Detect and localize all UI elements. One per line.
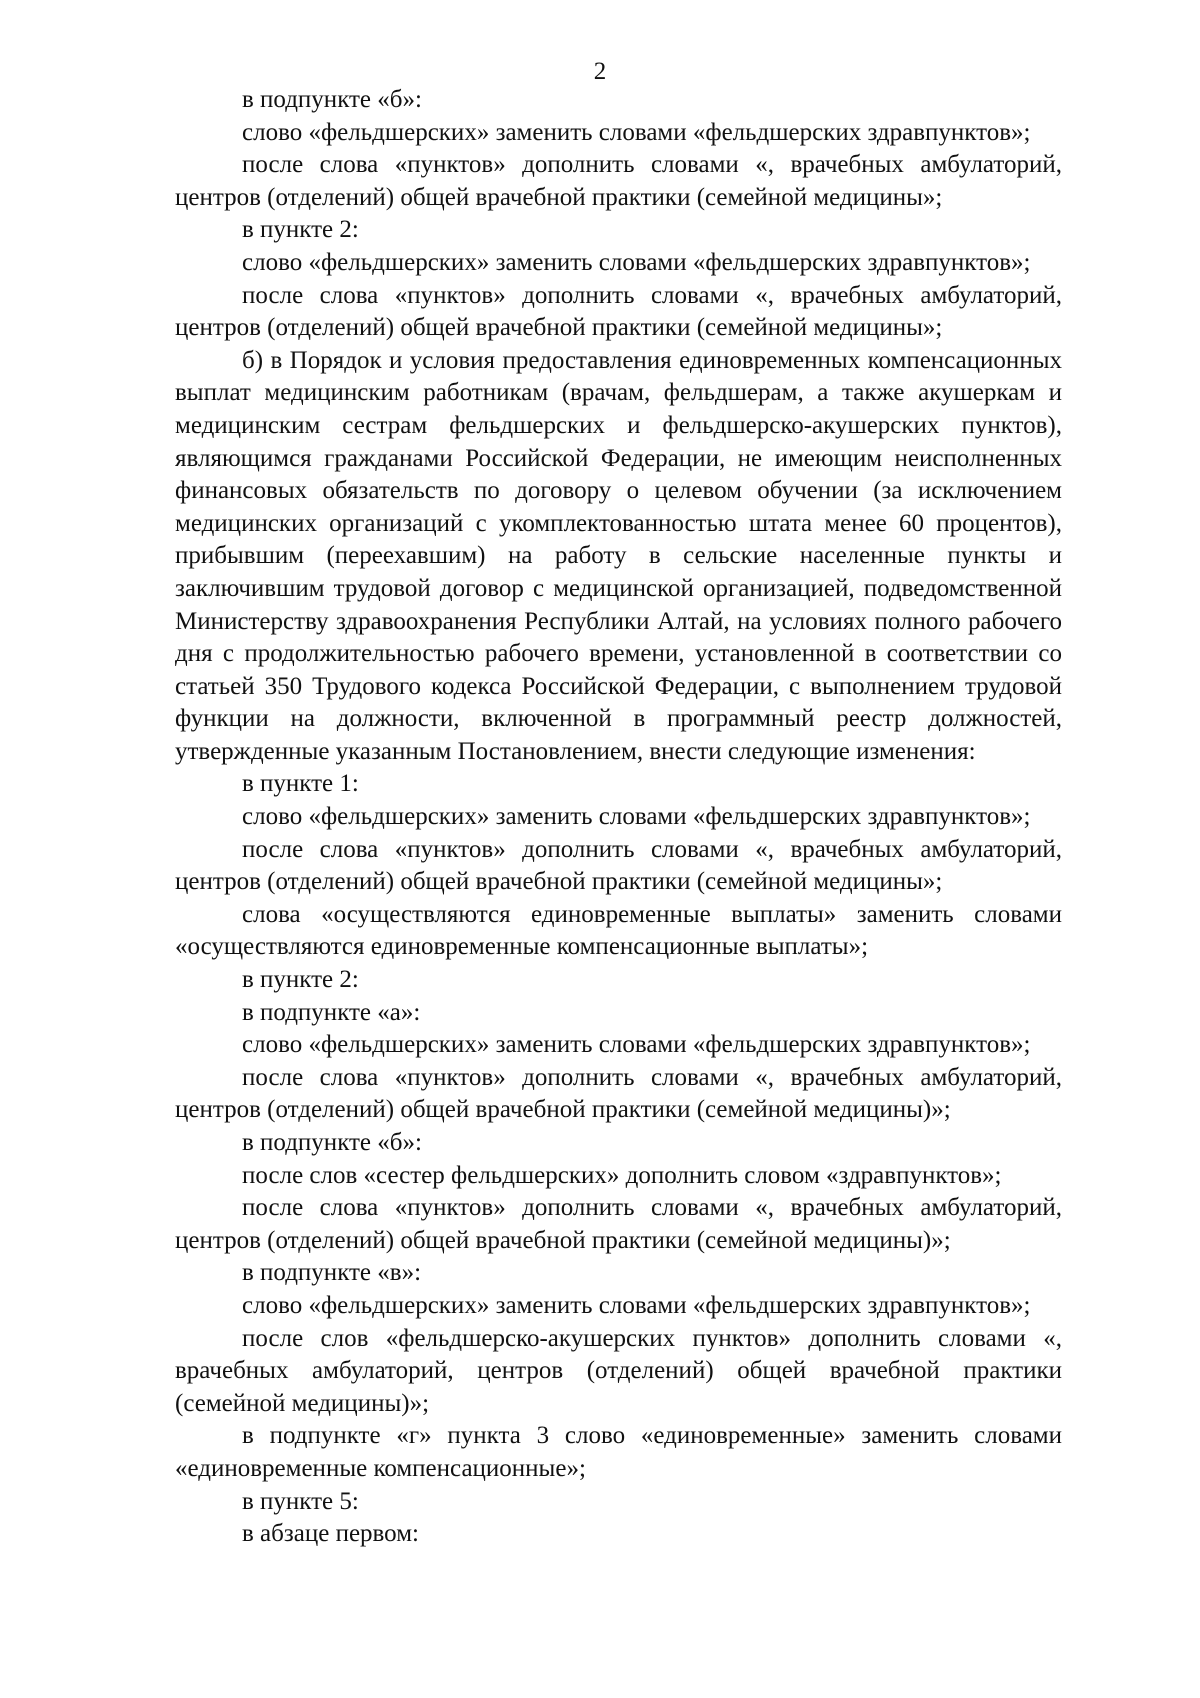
- paragraph: слово «фельдшерских» заменить словами «фельдшерских здравпунктов»;: [242, 1031, 1031, 1059]
- paragraph: в пункте 1:: [242, 770, 359, 798]
- document-body: [175, 84, 1062, 1551]
- paragraph: в пункте 5:: [242, 1487, 359, 1515]
- paragraph: б) в Порядок и условия предоставления единовременных компенсационных выплат медицинским работникам (врачам, фельдшерам, а также акушеркам и медицинским сестрам фельдшерских и фельдшерско-акушерских пунктов), являющимся гражданами Российской Федерации, не имеющим неисполненных финансовых обязательств по договору о целевом обучении (за исключением медицинских организаций с укомплектованностью штата менее 60 процентов), прибывшим (переехавшим) на работу в сельские населенные пункты и заключившим трудовой договор с медицинской организацией, подведомственной Министерству здравоохранения Республики Алтай, на условиях полного рабочего дня с продолжительностью рабочего времени, установленной в соответствии со статьей 350 Трудового кодекса Российской Федерации, с выполнением трудовой функции на должности, включенной в программный реестр должностей, утвержденные указанным Постановлением, внести следующие изменения:: [175, 346, 1062, 765]
- paragraph: в подпункте «в»:: [242, 1259, 422, 1287]
- paragraph: в подпункте «б»:: [242, 1129, 422, 1156]
- paragraph: слова «осуществляются единовременные выплаты» заменить словами «осуществляются единовременные компенсационные выплаты»;: [175, 900, 1062, 961]
- paragraph: слово «фельдшерских» заменить словами «фельдшерских здравпунктов»;: [242, 118, 1031, 146]
- paragraph: в пункте 2:: [242, 216, 359, 244]
- paragraph: после слова «пунктов» дополнить словами «, врачебных амбулаторий, центров (отделений) общей врачебной практики (семейной медицины)»;: [175, 1063, 1062, 1124]
- paragraph: после слов «фельдшерско-акушерских пунктов» дополнить словами «, врачебных амбулаторий, центров (отделений) общей врачебной практики (семейной медицины)»;: [175, 1324, 1062, 1417]
- paragraph: после слова «пунктов» дополнить словами «, врачебных амбулаторий, центров (отделений) общей врачебной практики (семейной медицины»;: [175, 281, 1062, 342]
- paragraph: слово «фельдшерских» заменить словами «фельдшерских здравпунктов»;: [242, 248, 1031, 276]
- paragraph: после слов «сестер фельдшерских» дополнить словом «здравпунктов»;: [242, 1161, 1002, 1189]
- paragraph: слово «фельдшерских» заменить словами «фельдшерских здравпунктов»;: [242, 803, 1031, 831]
- paragraph: в подпункте «г» пункта 3 слово «единовременные» заменить словами «единовременные компенсационные»;: [175, 1422, 1062, 1482]
- page-number: 2: [593, 58, 607, 85]
- paragraph: в абзаце первом:: [242, 1520, 419, 1548]
- paragraph: слово «фельдшерских» заменить словами «фельдшерских здравпунктов»;: [242, 1291, 1031, 1319]
- paragraph: в пункте 2:: [242, 966, 359, 994]
- paragraph: в подпункте «б»:: [242, 86, 422, 113]
- paragraph: после слова «пунктов» дополнить словами «, врачебных амбулаторий, центров (отделений) общей врачебной практики (семейной медицины»;: [175, 835, 1062, 896]
- paragraph: после слова «пунктов» дополнить словами «, врачебных амбулаторий, центров (отделений) общей врачебной практики (семейной медицины»;: [175, 151, 1062, 211]
- paragraph: после слова «пунктов» дополнить словами «, врачебных амбулаторий, центров (отделений) общей врачебной практики (семейной медицины)»;: [175, 1194, 1062, 1254]
- paragraph: в подпункте «а»:: [242, 998, 421, 1026]
